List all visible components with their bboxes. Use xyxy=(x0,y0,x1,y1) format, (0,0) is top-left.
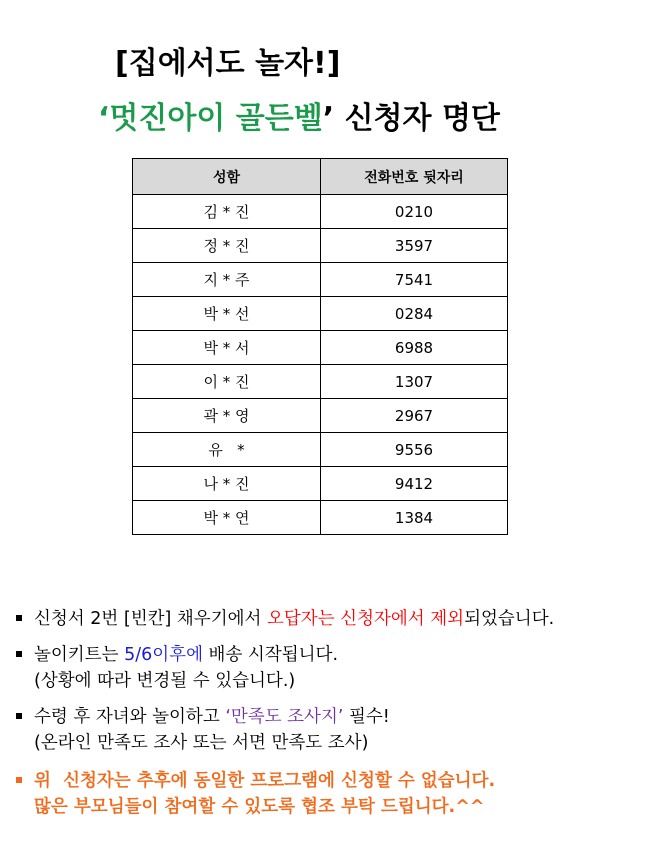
table-row xyxy=(133,467,508,501)
square-bullet-icon xyxy=(16,651,22,657)
notice-subtext: (상황에 따라 변경될 수 있습니다.) xyxy=(34,671,296,691)
notice-subtext: (온라인 만족도 조사 또는 서면 만족도 조사) xyxy=(34,733,369,753)
notice-list xyxy=(16,606,554,820)
table-row xyxy=(133,229,508,263)
cell-phone: 1307 xyxy=(321,365,508,399)
notice-item-delivery xyxy=(16,642,554,694)
table-row xyxy=(133,501,508,535)
notice-item-exclusion xyxy=(16,606,554,632)
subtitle-quote-close: ’ xyxy=(322,101,335,136)
cell-name: 정 * 진 xyxy=(133,229,321,263)
table-row xyxy=(133,263,508,297)
notice-text: 배송 시작됩니다. xyxy=(202,645,339,665)
cell-phone: 7541 xyxy=(321,263,508,297)
cell-phone: 3597 xyxy=(321,229,508,263)
page-title: [집에서도 놀자!] xyxy=(115,46,341,81)
cell-name: 유 * xyxy=(133,433,321,467)
subtitle-quote-open: ‘ xyxy=(98,101,110,136)
table-row xyxy=(133,195,508,229)
notice-item-restriction xyxy=(16,768,554,820)
notice-item-survey xyxy=(16,704,554,756)
cell-name: 곽 * 영 xyxy=(133,399,321,433)
square-bullet-icon xyxy=(16,615,22,621)
notice-text: 놀이키트는 xyxy=(34,645,125,665)
notice-text: 위 신청자는 추후에 동일한 프로그램에 신청할 수 없습니다. xyxy=(34,771,496,791)
notice-text: 신청서 2번 [빈칸] 채우기에서 xyxy=(34,609,267,629)
notice-text: 필수! xyxy=(343,707,390,727)
cell-name: 박 * 선 xyxy=(133,297,321,331)
cell-name: 나 * 진 xyxy=(133,467,321,501)
cell-name: 이 * 진 xyxy=(133,365,321,399)
page-subtitle xyxy=(98,93,500,137)
subtitle-rest: 신청자 명단 xyxy=(334,101,500,136)
header-phone: 전화번호 뒷자리 xyxy=(321,159,508,195)
table-header-row xyxy=(133,159,508,195)
applicant-table xyxy=(132,158,508,535)
square-bullet-icon xyxy=(16,713,22,719)
subtitle-program-name: 멋진아이 골든벨 xyxy=(109,101,323,136)
cell-phone: 6988 xyxy=(321,331,508,365)
cell-phone: 0210 xyxy=(321,195,508,229)
cell-name: 박 * 연 xyxy=(133,501,321,535)
table-row xyxy=(133,297,508,331)
table-row xyxy=(133,365,508,399)
notice-text: 되었습니다. xyxy=(464,609,555,629)
square-bullet-icon xyxy=(16,777,22,783)
cell-phone: 9556 xyxy=(321,433,508,467)
table-row xyxy=(133,399,508,433)
cell-phone: 1384 xyxy=(321,501,508,535)
table-row xyxy=(133,433,508,467)
cell-name: 지 * 주 xyxy=(133,263,321,297)
notice-highlight: ‘만족도 조사지’ xyxy=(225,707,344,727)
notice-subtext: 많은 부모님들이 참여할 수 있도록 협조 부탁 드립니다.^^ xyxy=(34,797,485,817)
notice-text: 수령 후 자녀와 놀이하고 xyxy=(34,707,226,727)
table-row xyxy=(133,331,508,365)
cell-phone: 0284 xyxy=(321,297,508,331)
cell-name: 김 * 진 xyxy=(133,195,321,229)
notice-highlight: 5/6이후에 xyxy=(124,645,203,665)
cell-phone: 9412 xyxy=(321,467,508,501)
cell-phone: 2967 xyxy=(321,399,508,433)
notice-highlight: 오답자는 신청자에서 제외 xyxy=(267,609,465,629)
cell-name: 박 * 서 xyxy=(133,331,321,365)
header-name: 성함 xyxy=(133,159,321,195)
